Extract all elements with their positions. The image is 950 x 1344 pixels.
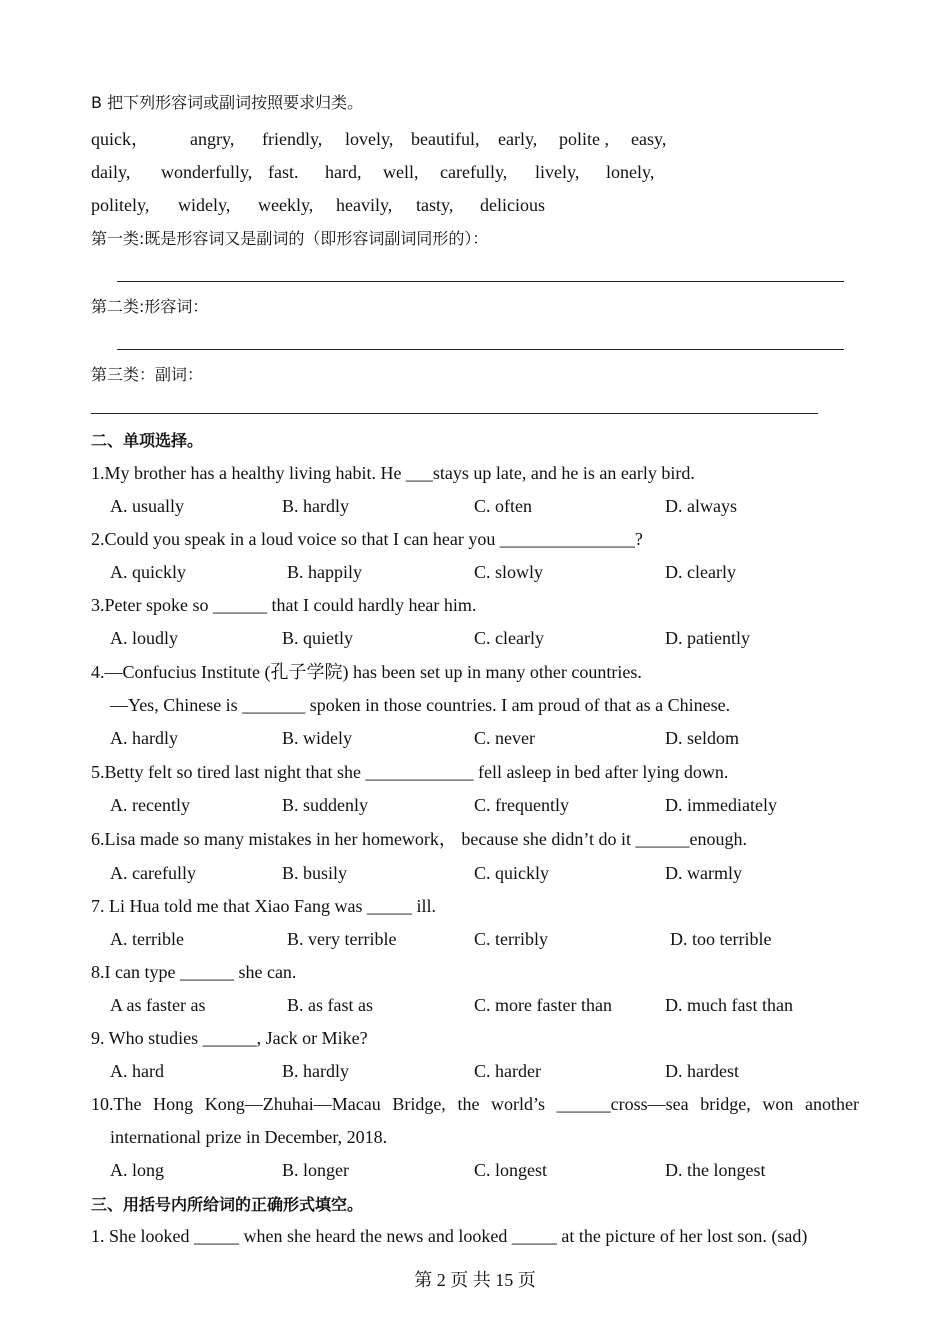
option-b: B. very terrible (287, 929, 397, 949)
word: angry, (190, 129, 235, 149)
word: wonderfully, (161, 162, 253, 182)
word: easy, (631, 129, 667, 149)
option-c: C. more faster than (474, 995, 612, 1015)
question-9: 9. Who studies ______, Jack or Mike? (91, 1028, 368, 1048)
word: weekly, (258, 195, 314, 215)
question-6: 6.Lisa made so many mistakes in her homework， because she didn’t do it ______enough. (91, 829, 748, 849)
word: politely, (91, 195, 150, 215)
answer-line-2 (117, 349, 844, 350)
option-d: D. hardest (665, 1061, 739, 1081)
answer-line-3 (91, 413, 818, 414)
section-2-heading: 二、单项选择。 (91, 431, 204, 450)
option-c: C. terribly (474, 929, 548, 949)
option-c: C. longest (474, 1160, 548, 1180)
word: polite , (559, 129, 609, 149)
option-d: D. too terrible (670, 929, 772, 949)
category-3-label: 第三类：副词： (91, 365, 204, 384)
question-7: 7. Li Hua told me that Xiao Fang was _____ ill. (91, 896, 436, 916)
page-footer: 第 2 页 共 15 页 (414, 1270, 536, 1290)
section-b-instruction: B 把下列形容词或副词按照要求归类。 (91, 93, 364, 112)
word: quick， (91, 129, 149, 149)
word: lively, (535, 162, 580, 182)
option-d: D. patiently (665, 628, 750, 648)
option-a: A. hard (110, 1061, 164, 1081)
word: fast. (268, 162, 299, 182)
question-3: 3.Peter spoke so ______ that I could hardly hear him. (91, 595, 477, 615)
question-1: 1.My brother has a healthy living habit. He ___stays up late, and he is an early bird. (91, 463, 695, 483)
option-d: D. always (665, 496, 737, 516)
option-a: A. hardly (110, 728, 178, 748)
option-c: C. slowly (474, 562, 544, 582)
option-d: D. the longest (665, 1160, 766, 1180)
option-d: D. clearly (665, 562, 736, 582)
option-b: B. happily (287, 562, 362, 582)
question-4-reply: —Yes, Chinese is _______ spoken in those countries. I am proud of that as a Chinese. (110, 695, 731, 715)
section-3-heading: 三、用括号内所给词的正确形式填空。 (91, 1195, 364, 1214)
answer-line-1 (117, 281, 844, 282)
option-c: C. clearly (474, 628, 544, 648)
word: tasty, (416, 195, 454, 215)
option-c: C. frequently (474, 795, 569, 815)
option-d: D. warmly (665, 863, 742, 883)
option-c: C. often (474, 496, 532, 516)
option-b: B. quietly (282, 628, 353, 648)
word: carefully, (440, 162, 508, 182)
question-10-cont: international prize in December, 2018. (110, 1127, 388, 1147)
word: well, (383, 162, 419, 182)
word: daily, (91, 162, 131, 182)
option-b: B. longer (282, 1160, 349, 1180)
word: delicious (480, 195, 545, 215)
word: lonely, (606, 162, 655, 182)
word: heavily, (336, 195, 393, 215)
option-b: B. widely (282, 728, 352, 748)
question-5: 5.Betty felt so tired last night that she ____________ fell asleep in bed after lying down. (91, 762, 729, 782)
question-2: 2.Could you speak in a loud voice so that I can hear you _______________? (91, 529, 643, 549)
question-10: 10.The Hong Kong—Zhuhai—Macau Bridge, the world’s ______cross—sea bridge, won another (91, 1094, 859, 1114)
option-d: D. immediately (665, 795, 777, 815)
word: beautiful, (411, 129, 480, 149)
option-a: A. terrible (110, 929, 184, 949)
question-8: 8.I can type ______ she can. (91, 962, 297, 982)
option-d: D. seldom (665, 728, 739, 748)
option-c: C. harder (474, 1061, 541, 1081)
option-a: A. carefully (110, 863, 196, 883)
option-b: B. as fast as (287, 995, 373, 1015)
option-b: B. hardly (282, 496, 349, 516)
word: early, (498, 129, 538, 149)
option-d: D. much fast than (665, 995, 793, 1015)
word: widely, (178, 195, 231, 215)
category-1-label: 第一类:既是形容词又是副词的（即形容词副词同形的）： (91, 229, 489, 248)
word: lovely, (345, 129, 394, 149)
option-a: A. loudly (110, 628, 179, 648)
category-2-label: 第二类:形容词： (91, 297, 209, 316)
option-a: A. quickly (110, 562, 186, 582)
option-b: B. hardly (282, 1061, 349, 1081)
option-a: A as faster as (110, 995, 206, 1015)
option-b: B. suddenly (282, 795, 369, 815)
option-a: A. recently (110, 795, 190, 815)
option-b: B. busily (282, 863, 348, 883)
question-4: 4.—Confucius Institute (孔子学院) has been set up in many other countries. (91, 662, 642, 682)
option-c: C. quickly (474, 863, 549, 883)
option-c: C. never (474, 728, 535, 748)
fill-question-1: 1. She looked _____ when she heard the news and looked _____ at the picture of her lost son. (sad) (91, 1226, 808, 1246)
option-a: A. long (110, 1160, 164, 1180)
word: friendly, (262, 129, 323, 149)
option-a: A. usually (110, 496, 184, 516)
word: hard, (325, 162, 362, 182)
